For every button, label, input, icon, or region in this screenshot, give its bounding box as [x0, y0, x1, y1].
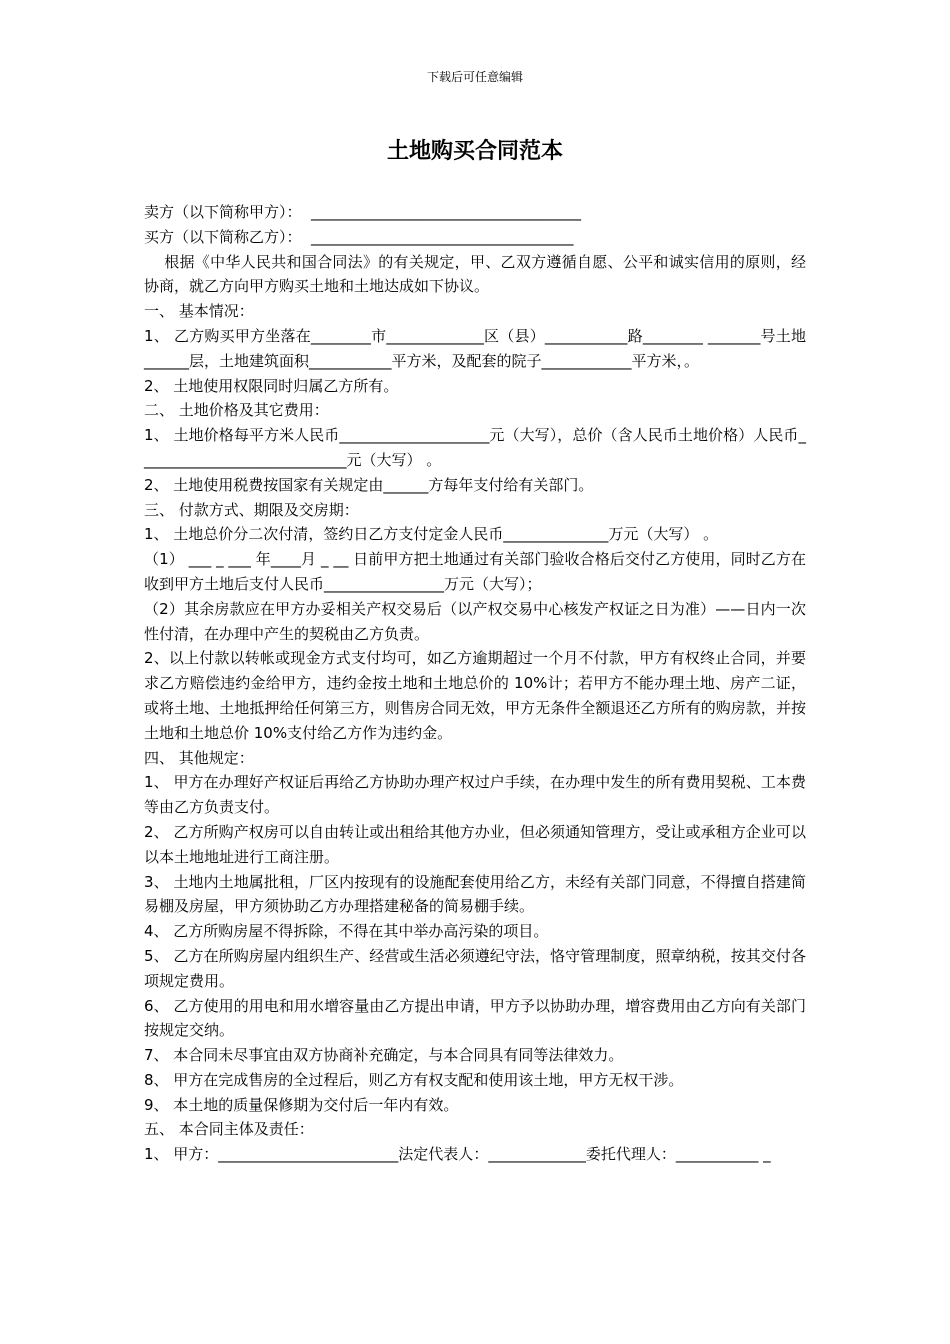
contract-paragraph: 买方（以下简称乙方）： ___________________________________: [144, 227, 574, 246]
contract-paragraph: 三、 付款方式、期限及交房期：: [144, 500, 359, 519]
contract-paragraph: 五、 本合同主体及责任：: [144, 1120, 314, 1139]
contract-paragraph: 2、以上付款以转帐或现金方式支付均可，如乙方逾期超过一个月不付款，甲方有权终止合同，并要求乙方赔偿违约金给甲方，违约金按土地和土地总价的 10%计；若甲方不能办理土地、房产二证，或将土地、土地抵押给任何第三方，则售房合同无效，甲方无条件全额退还乙方所有的购房款，并按土地和土地总价 10%支付给乙方作为违约金。: [144, 649, 806, 742]
contract-paragraph: 2、 土地使用权限同时归属乙方所有。: [144, 376, 399, 395]
page-header-note: 下载后可任意编辑: [426, 70, 523, 84]
contract-paragraph: 四、 其他规定：: [144, 748, 254, 767]
contract-paragraph: （2）其余房款应在甲方办妥相关产权交易后（以产权交易中心核发产权证之日为准）——日内一次性付清，在办理中产生的契税由乙方负责。: [144, 599, 806, 643]
contract-paragraph: 6、 乙方使用的用电和用水增容量由乙方提出申请，甲方予以协助办理，增容费用由乙方向有关部门按规定交纳。: [144, 996, 806, 1040]
contract-paragraph: 8、 甲方在完成售房的全过程后，则乙方有权支配和使用该土地，甲方无权干涉。: [144, 1070, 684, 1089]
document-title: 土地购买合同范本: [386, 139, 563, 164]
contract-paragraph: 2、 土地使用税费按国家有关规定由______方每年支付给有关部门。: [144, 475, 594, 494]
contract-paragraph: 一、 基本情况：: [144, 302, 254, 321]
contract-paragraph: 1、 土地价格每平方米人民币____________________元（大写），总价（含人民币土地价格）人民币____________________________元（大写） 。: [144, 426, 806, 469]
contract-paragraph: （1） ___ _ ___ 年____月 _ __ 日前甲方把土地通过有关部门验收合格后交付乙方使用，同时乙方在收到甲方土地后支付人民币________________万元（大写）；: [144, 550, 806, 593]
contract-paragraph: 4、 乙方所购房屋不得拆除，不得在其中举办高污染的项目。: [144, 922, 549, 941]
contract-body: [144, 200, 806, 1167]
contract-paragraph: 1、 乙方购买甲方坐落在________市_____________区（县）___________路________ _______号土地______层，土地建筑面积___________平方米，及配套的院子____________平方米，。: [144, 326, 806, 370]
contract-paragraph: 1、 甲方：________________________法定代表人：_____________委托代理人：___________ _: [144, 1145, 771, 1164]
contract-paragraph: 5、 乙方在所购房屋内组织生产、经营或生活必须遵纪守法，恪守管理制度，照章纳税，按其交付各项规定费用。: [144, 946, 806, 990]
contract-paragraph: 1、 土地总价分二次付清，签约日乙方支付定金人民币______________万元（大写） 。: [144, 525, 719, 544]
contract-paragraph: 2、 乙方所购产权房可以自由转让或出租给其他方办业，但必须通知管理方，受让或承租方企业可以以本土地地址进行工商注册。: [144, 822, 806, 866]
contract-paragraph: 3、 土地内土地属批租，厂区内按现有的设施配套使用给乙方，未经有关部门同意，不得擅自搭建简易棚及房屋，甲方须协助乙方办理搭建秘备的简易棚手续。: [144, 872, 806, 916]
contract-paragraph: 根据《中华人民共和国合同法》的有关规定，甲、乙双方遵循自愿、公平和诚实信用的原则，经协商，就乙方向甲方购买土地和土地达成如下协议。: [144, 252, 806, 296]
contract-paragraph: 1、 甲方在办理好产权证后再给乙方协助办理产权过户手续，在办理中发生的所有费用契税、工本费等由乙方负责支付。: [144, 773, 806, 817]
contract-paragraph: 9、 本土地的质量保修期为交付后一年内有效。: [144, 1095, 459, 1114]
contract-paragraph: 卖方（以下简称甲方）： ____________________________________: [144, 203, 582, 221]
contract-paragraph: 二、 土地价格及其它费用：: [144, 401, 329, 420]
contract-paragraph: 7、 本合同未尽事宜由双方协商补充确定，与本合同具有同等法律效力。: [144, 1046, 624, 1065]
